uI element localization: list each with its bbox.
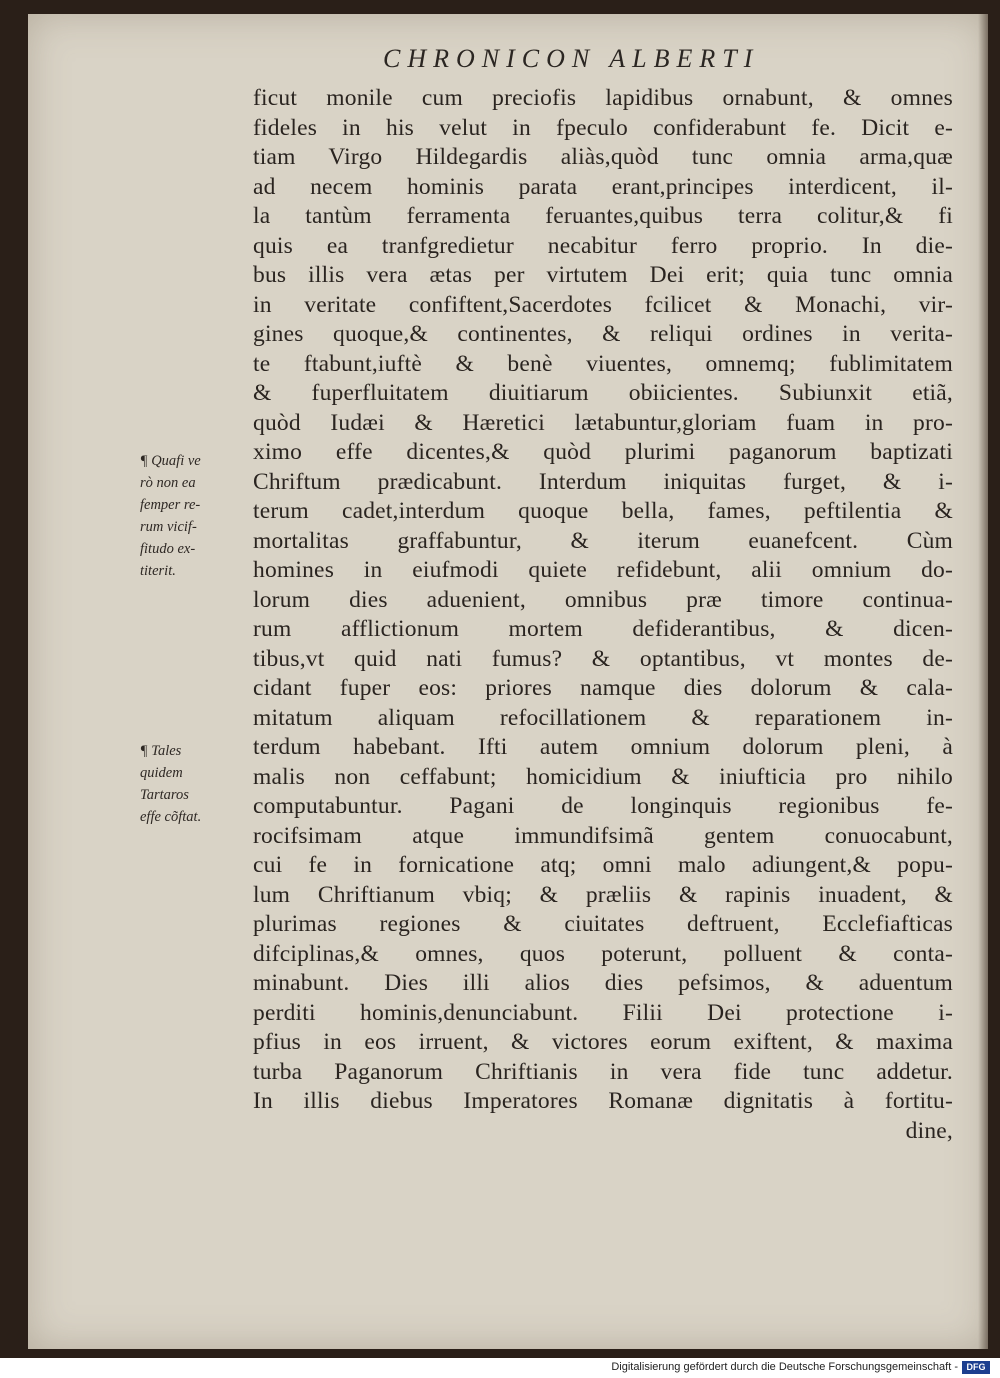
text-line: Chriftum prædicabunt. Interdum iniquitas furget, & i- xyxy=(253,468,953,495)
text-line: mortalitas graffabuntur, & iterum euanefcent. Cùm xyxy=(253,527,953,554)
marginal-note-line: effe cõftat. xyxy=(140,809,202,825)
dfg-logo: DFG xyxy=(962,1361,990,1374)
marginal-note-line: rum vicif- xyxy=(140,519,197,535)
text-line: gines quoque,& continentes, & reliqui ordines in verita- xyxy=(253,321,953,347)
marginal-note-line: Tartaros xyxy=(140,787,189,803)
text-line: ficut monile cum preciofis lapidibus ornabunt, & omnes xyxy=(253,85,953,111)
marginal-note-line: femper re- xyxy=(140,497,201,513)
text-line: plurimas regiones & ciuitates deftruent, Ecclefiafticas xyxy=(253,911,953,937)
text-line: perditi hominis,denunciabunt. Filii Dei protectione i- xyxy=(253,999,953,1026)
funding-credit: Digitalisierung gefördert durch die Deutsche Forschungsgemeinschaft - xyxy=(611,1361,958,1373)
marginal-note-line: ¶ Quafi ve xyxy=(140,453,201,469)
text-line: cidant fuper eos: priores namque dies dolorum & cala- xyxy=(253,675,953,701)
text-line: te ftabunt,iuftè & benè viuentes, omnemq; fublimitatem xyxy=(253,350,953,377)
text-line: turba Paganorum Chriftianis in vera fide tunc addetur. xyxy=(253,1058,953,1085)
text-line: ad necem hominis parata erant,principes interdicent, il- xyxy=(253,173,953,200)
text-line: pfius in eos irruent, & victores eorum exiftent, & maxima xyxy=(253,1029,953,1055)
marginal-note-line: rò non ea xyxy=(140,475,196,491)
marginal-note xyxy=(140,450,252,582)
book-page xyxy=(28,14,988,1349)
marginal-note-line: quidem xyxy=(140,765,183,781)
text-line: in veritate confiftent,Sacerdotes fcilicet & Monachi, vir- xyxy=(253,291,953,318)
text-line: rocifsimam atque immundifsimã gentem conuocabunt, xyxy=(253,822,953,849)
main-text-block xyxy=(253,84,953,1146)
marginal-note-line: ¶ Tales xyxy=(140,743,182,759)
text-line: bus illis vera ætas per virtutem Dei erit; quia tunc omnia xyxy=(253,262,953,288)
text-line: quòd Iudæi & Hæretici lætabuntur,gloriam fuam in pro- xyxy=(253,409,953,436)
text-line: la tantùm ferramenta feruantes,quibus terra colitur,& fi xyxy=(253,203,953,229)
text-line: mitatum aliquam refocillationem & reparationem in- xyxy=(253,704,953,731)
text-line: In illis diebus Imperatores Romanæ dignitatis à fortitu- xyxy=(253,1088,953,1114)
text-line: terum cadet,interdum quoque bella, fames, peftilentia & xyxy=(253,498,953,524)
running-head: CHRONICON ALBERTI xyxy=(383,44,760,73)
text-line: tibus,vt quid nati fumus? & optantibus, vt montes de- xyxy=(253,645,953,672)
marginal-note-line: titerit. xyxy=(140,563,176,579)
text-line: quis ea tranfgredietur necabitur ferro proprio. In die- xyxy=(253,232,953,259)
text-line: dine, xyxy=(905,1117,953,1144)
marginal-note xyxy=(140,740,252,828)
text-line: malis non ceffabunt; homicidium & iniufticia pro nihilo xyxy=(253,763,953,790)
text-line: computabuntur. Pagani de longinquis regionibus fe- xyxy=(253,793,953,819)
text-line: rum afflictionum mortem defiderantibus, & dicen- xyxy=(253,616,953,642)
text-line: fideles in his velut in fpeculo confiderabunt fe. Dicit e- xyxy=(253,114,953,141)
text-line: homines in eiufmodi quiete refidebunt, alii omnium do- xyxy=(253,557,953,583)
text-line: & fuperfluitatem diuitiarum obiicientes. Subiunxit etiã, xyxy=(253,380,953,406)
text-line: tiam Virgo Hildegardis aliàs,quòd tunc omnia arma,quæ xyxy=(253,144,953,170)
text-line: lorum dies aduenient, omnibus præ timore continua- xyxy=(253,586,953,613)
marginal-note-line: fitudo ex- xyxy=(140,541,196,557)
text-line: terdum habebant. Ifti autem omnium dolorum pleni, à xyxy=(253,734,953,760)
text-line: ximo effe dicentes,& quòd plurimi paganorum baptizati xyxy=(253,439,953,465)
text-line: lum Chriftianum vbiq; & præliis & rapinis inuadent, & xyxy=(253,881,953,908)
text-line: difciplinas,& omnes, quos poterunt, polluent & conta- xyxy=(253,940,953,967)
text-line: minabunt. Dies illi alios dies pefsimos, & aduentum xyxy=(253,970,953,996)
text-line: cui fe in fornicatione atq; omni malo adiungent,& popu- xyxy=(253,852,953,878)
